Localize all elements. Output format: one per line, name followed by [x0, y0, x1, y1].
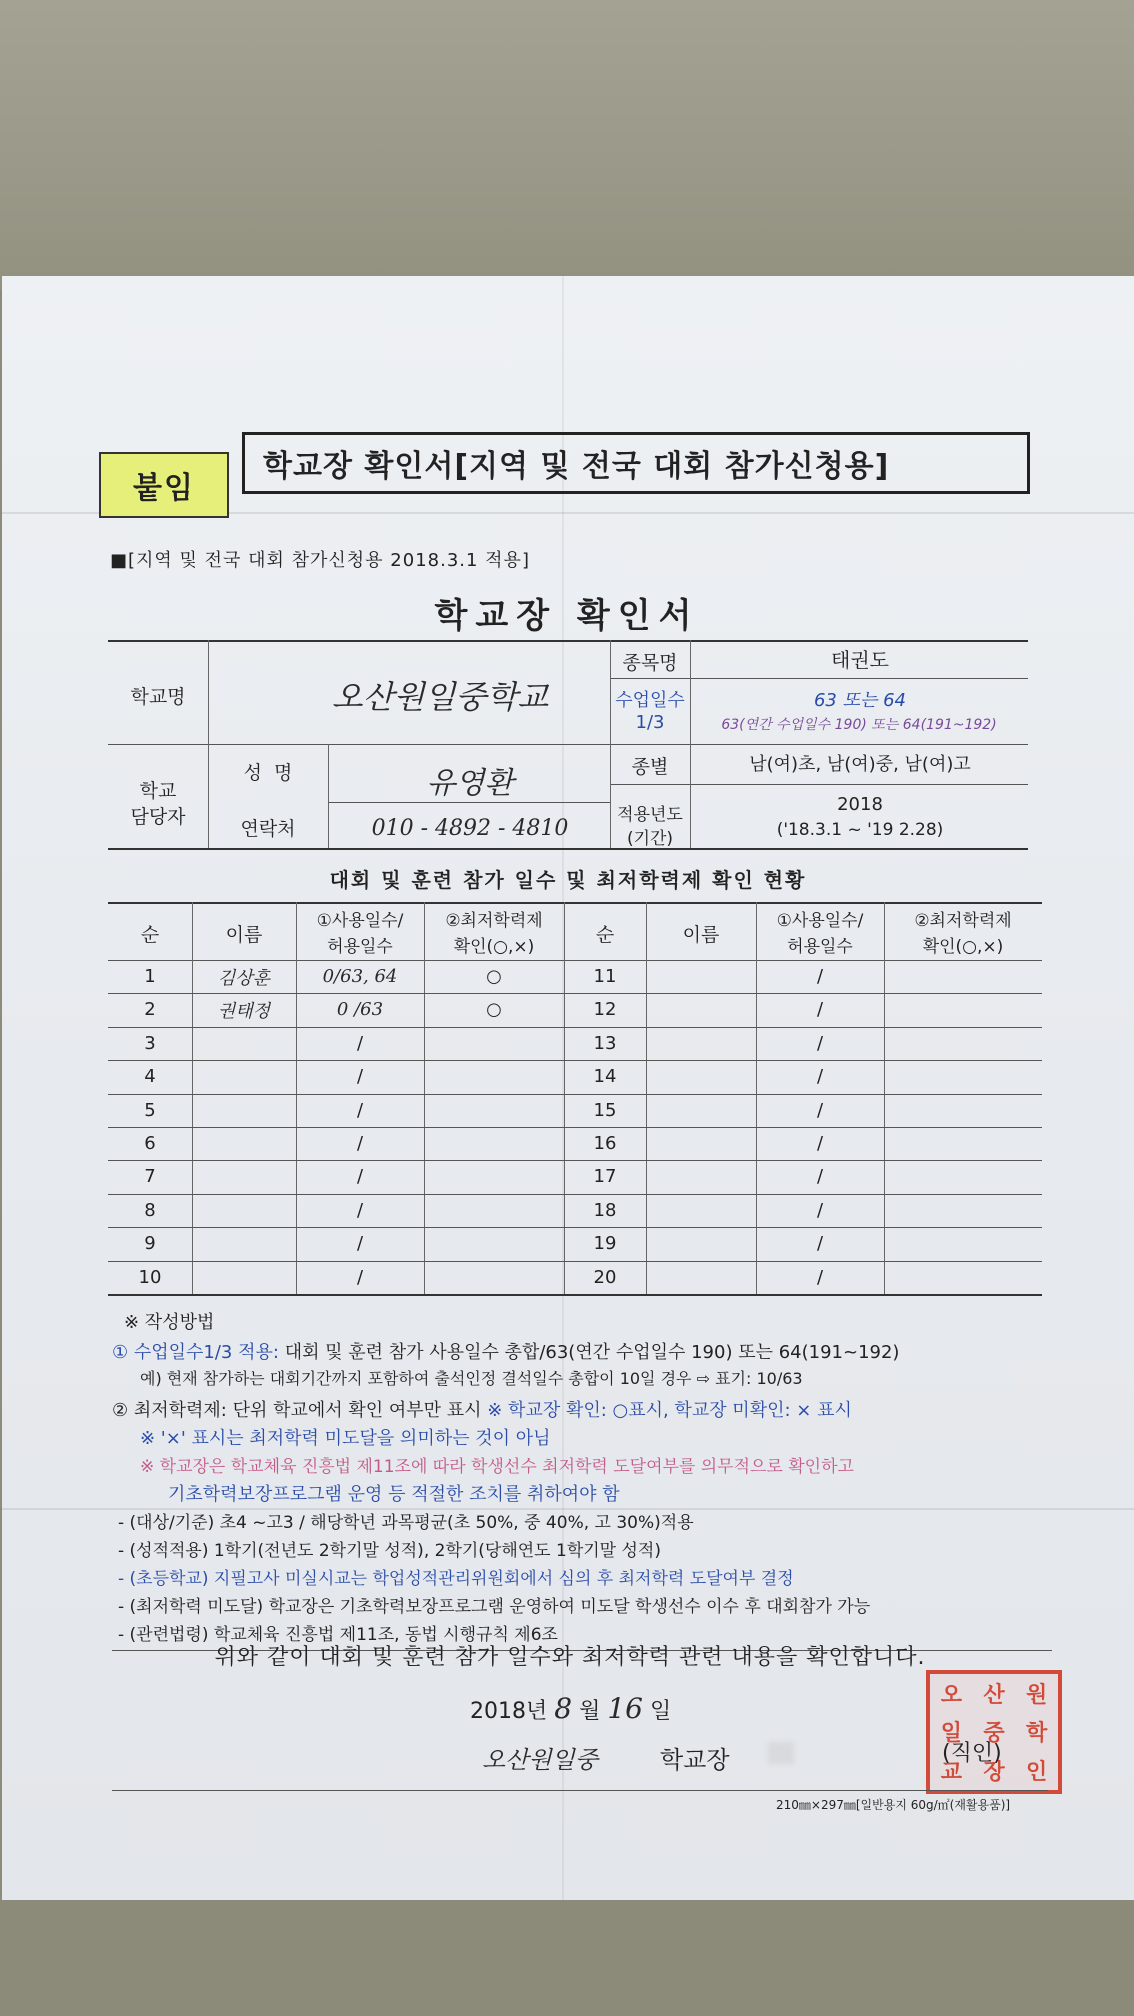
- seal-character: 학: [1026, 1721, 1048, 1747]
- signature-school: 오산원일중: [482, 1746, 598, 1774]
- gender-label: 종별: [631, 756, 669, 778]
- section-title: 대회 및 훈련 참가 일수 및 최저학력제 확인 현황: [329, 868, 807, 892]
- row-min-check: ○: [486, 966, 502, 987]
- background-top: [0, 0, 1134, 290]
- row-days: 0/63, 64: [322, 966, 398, 987]
- seal-character: 원: [1026, 1682, 1048, 1708]
- col-days-header-right-2: 허용일수: [787, 937, 853, 957]
- days-label-fraction: 1/3: [635, 712, 665, 733]
- days-value-detail: 63(연간 수업일수 190) 또는 64(191~192): [721, 717, 997, 733]
- row-name: 권태정: [217, 1001, 271, 1023]
- row-number: 6: [144, 1133, 156, 1154]
- contact-value: 010 - 4892 - 4810: [371, 816, 569, 841]
- row-days: /: [816, 1133, 824, 1154]
- row-number: 1: [144, 966, 156, 987]
- table-row-divider: [108, 1160, 1042, 1161]
- note-1: [112, 1338, 899, 1364]
- col-no-header: 순: [140, 924, 160, 946]
- row-number: 20: [593, 1266, 617, 1288]
- sport-value: 태권도: [831, 648, 889, 672]
- notes-heading: ※ 작성방법: [124, 1312, 215, 1333]
- date-day: 16: [607, 1692, 643, 1725]
- note-3: ※ '×' 표시는 최저학력 미도달을 의미하는 것이 아님: [140, 1428, 551, 1449]
- year-label-period: (기간): [626, 829, 674, 849]
- col-days-header-right: ①사용일수/: [776, 911, 864, 931]
- confirmation-statement: 위와 같이 대회 및 훈련 참가 일수와 최저학력 관련 내용을 확인합니다.: [214, 1645, 926, 1670]
- detail-5: - (관련법령) 학교체육 진흥법 제11조, 동법 시행규칙 제6조: [118, 1625, 558, 1645]
- row-number: 2: [144, 999, 156, 1021]
- seal-character: 중: [983, 1721, 1005, 1747]
- row-number: 3: [144, 1032, 156, 1054]
- days-label: 수업일수: [615, 690, 685, 711]
- row-days: /: [356, 1099, 364, 1121]
- contact-label: 연락처: [240, 818, 296, 840]
- detail-3: - (초등학교) 지필고사 미실시교는 학업성적관리위원회에서 심의 후 최저학력 도달여부 결정: [118, 1569, 794, 1589]
- seal-character: 교: [940, 1760, 962, 1786]
- row-days: /: [816, 1266, 824, 1288]
- row-number: 18: [593, 1199, 617, 1221]
- row-days: /: [816, 1199, 824, 1221]
- note-2: [112, 1396, 852, 1422]
- background-bottom: [0, 1900, 1134, 2016]
- days-value: 63 또는 64: [813, 690, 907, 711]
- note-1-label: ① 수업일수1/3 적용:: [112, 1342, 279, 1363]
- note-4-continued: 기초학력보장프로그램 운영 등 적절한 조치를 취하여야 함: [168, 1484, 620, 1505]
- col-name-header-right: 이름: [682, 924, 720, 946]
- row-days: /: [356, 1066, 364, 1088]
- row-number: 9: [144, 1233, 156, 1255]
- table-row-divider: [108, 1060, 1042, 1061]
- row-days: /: [816, 1099, 824, 1121]
- col-min-header-right: ②최저학력제: [914, 911, 1012, 931]
- detail-2: - (성적적용) 1학기(전년도 2학기말 성적), 2학기(당해연도 1학기말 성적): [118, 1541, 661, 1561]
- row-days: /: [356, 1199, 364, 1221]
- row-min-check: ○: [486, 999, 502, 1021]
- note-2-label: ② 최저학력제: 단위 학교에서 확인 여부만 표시: [112, 1400, 482, 1421]
- date-month-unit: 월: [579, 1699, 601, 1724]
- row-days: 0 /63: [336, 999, 384, 1021]
- row-days: /: [356, 1166, 364, 1188]
- date-month: 8: [554, 1692, 573, 1725]
- row-days: /: [816, 1233, 824, 1255]
- staff-label-2: 담당자: [130, 806, 186, 828]
- table-row-divider: [108, 1261, 1042, 1262]
- year-label: 적용년도: [617, 805, 683, 825]
- row-number: 12: [593, 999, 617, 1021]
- detail-4: - (최저학력 미도달) 학교장은 기초학력보장프로그램 운영하여 미도달 학생선수 이수 후 대회참가 가능: [118, 1597, 871, 1617]
- year-value: 2018: [837, 794, 883, 815]
- header-title: 학교장 확인서[지역 및 전국 대회 참가신청용]: [242, 432, 1030, 494]
- row-days: /: [816, 1032, 824, 1054]
- period-value: ('18.3.1 ~ '19 2.28): [776, 820, 944, 840]
- row-number: 14: [593, 1066, 617, 1088]
- row-number: 4: [144, 1066, 156, 1088]
- seal-note: (직인): [942, 1741, 1002, 1766]
- seal-character: 오: [940, 1682, 962, 1708]
- table-row-divider: [108, 1094, 1042, 1095]
- paper-spec: 210㎜×297㎜[일반용지 60g/㎡(재활용품)]: [776, 1798, 1011, 1812]
- row-number: 19: [593, 1233, 617, 1255]
- col-no-header-right: 순: [595, 924, 615, 946]
- staff-label: 학교: [139, 780, 177, 802]
- row-days: /: [816, 1166, 824, 1188]
- name-label: 성 명: [243, 762, 293, 784]
- row-days: /: [816, 999, 824, 1021]
- seal-character: 일: [940, 1721, 962, 1747]
- gender-value: 남(여)초, 남(여)중, 남(여)고: [749, 754, 971, 775]
- col-name-header: 이름: [225, 924, 263, 946]
- signature-role: 학교장: [660, 1746, 730, 1774]
- row-name: 김상훈: [217, 968, 271, 989]
- row-number: 17: [593, 1166, 617, 1188]
- seal-character: 산: [983, 1682, 1005, 1708]
- note-1-example: 예) 현재 참가하는 대회기간까지 포함하여 출석인정 결석일수 총합이 10일 경우 ⇨ 표기: 10/63: [140, 1369, 803, 1388]
- col-min-header: ②최저학력제: [445, 911, 543, 931]
- note-4: ※ 학교장은 학교체육 진흥법 제11조에 따라 학생선수 최저학력 도달여부를 의무적으로 확인하고: [140, 1457, 854, 1477]
- row-number: 8: [144, 1199, 156, 1221]
- table-row-divider: [108, 1027, 1042, 1028]
- row-days: /: [816, 966, 824, 987]
- footer-divider: [112, 1790, 1048, 1791]
- form-subtitle: ■[지역 및 전국 대회 참가신청용 2018.3.1 적용]: [110, 550, 530, 571]
- row-number: 11: [593, 966, 617, 987]
- redacted-name: [768, 1742, 794, 1764]
- date-year: 2018년: [470, 1699, 548, 1724]
- document-title: 학교장 확인서: [434, 596, 700, 636]
- row-number: 5: [144, 1099, 156, 1121]
- table-row-divider: [108, 1127, 1042, 1128]
- row-number: 7: [144, 1166, 156, 1188]
- row-days: /: [356, 1133, 364, 1154]
- col-days-header: ①사용일수/: [316, 911, 404, 931]
- attachment-tag: 붙임: [99, 452, 229, 518]
- date-day-unit: 일: [649, 1699, 672, 1724]
- date-line: [470, 1692, 671, 1725]
- row-days: /: [816, 1066, 824, 1088]
- official-seal: [926, 1670, 1062, 1794]
- school-label: 학교명: [130, 686, 186, 708]
- col-min-header-right-2: 확인(○,×): [922, 937, 1004, 957]
- sport-label: 종목명: [622, 652, 678, 674]
- row-days: /: [356, 1233, 364, 1255]
- col-min-header-2: 확인(○,×): [453, 937, 535, 957]
- row-days: /: [356, 1032, 364, 1054]
- note-2-text: ※ 학교장 확인: ○표시, 학교장 미확인: × 표시: [487, 1400, 852, 1421]
- name-value: 유영환: [426, 766, 514, 801]
- table-row-divider: [108, 993, 1042, 994]
- row-number: 15: [593, 1099, 617, 1121]
- seal-character: 장: [983, 1760, 1005, 1786]
- detail-1: - (대상/기준) 초4 ~고3 / 해당학년 과목평균(초 50%, 중 40%, 고 30%)적용: [118, 1513, 694, 1533]
- seal-character: 인: [1026, 1760, 1048, 1786]
- col-days-header-2: 허용일수: [327, 937, 393, 957]
- row-days: /: [356, 1266, 364, 1288]
- note-1-text: 대회 및 훈련 참가 사용일수 총합/63(연간 수업일수 190) 또는 64(191~192): [284, 1342, 900, 1363]
- school-value: 오산원일중학교: [331, 678, 549, 716]
- row-number: 10: [138, 1266, 162, 1288]
- row-number: 13: [593, 1032, 617, 1054]
- row-number: 16: [593, 1133, 617, 1154]
- table-row-divider: [108, 1194, 1042, 1195]
- table-row-divider: [108, 1227, 1042, 1228]
